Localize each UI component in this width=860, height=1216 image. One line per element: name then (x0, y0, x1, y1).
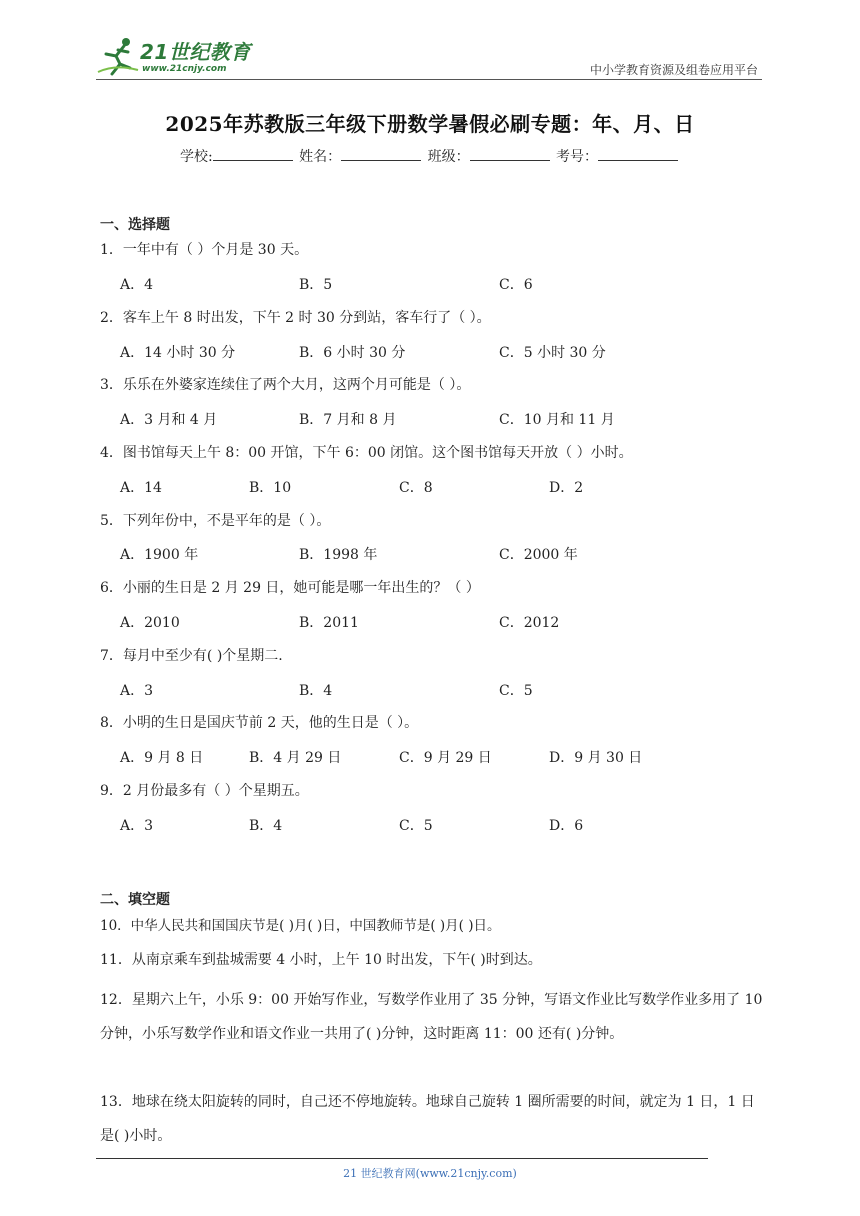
option-a[interactable]: A．3 (120, 683, 154, 699)
option-c[interactable]: C．2000 年 (499, 547, 578, 563)
question-7-options (120, 680, 760, 700)
option-b[interactable]: B．2011 (299, 615, 359, 631)
question-3-options (120, 409, 760, 429)
question-9: 9．2 月份最多有（ ）个星期五。 (100, 783, 309, 799)
option-b[interactable]: B．4 月 29 日 (249, 750, 342, 766)
option-d[interactable]: D．9 月 30 日 (549, 750, 643, 766)
school-label: 学校: (179, 149, 213, 165)
question-6-options (120, 612, 760, 632)
question-12: 12．星期六上午，小乐 9：00 开始写作业，写数学作业用了 35 分钟，写语文作业比写数学作业多用了 10 分钟，小乐写数学作业和语文作业一共用了( )分钟，这时距离 11：00 还有( )分钟。 (100, 992, 763, 1042)
question-8: 8．小明的生日是国庆节前 2 天，他的生日是（ ）。 (100, 715, 419, 731)
option-c[interactable]: C．8 (399, 480, 433, 496)
question-5-options (120, 544, 760, 564)
question-2: 2．客车上午 8 时出发，下午 2 时 30 分到站，客车行了（ ）。 (100, 310, 491, 326)
option-c[interactable]: C．5 小时 30 分 (499, 345, 606, 361)
page-header (96, 34, 762, 80)
name-label: 姓名： (299, 149, 342, 165)
student-info-line (0, 146, 860, 166)
question-8-options (120, 747, 760, 767)
option-a[interactable]: A．3 (120, 818, 154, 834)
question-7: 7．每月中至少有( )个星期二. (100, 648, 283, 664)
runner-logo-icon (96, 34, 140, 78)
option-a[interactable]: A．9 月 8 日 (120, 750, 204, 766)
option-c[interactable]: C．10 月和 11 月 (499, 412, 615, 428)
option-b[interactable]: B．4 (299, 683, 333, 699)
option-c[interactable]: C．6 (499, 277, 533, 293)
option-a[interactable]: A．4 (120, 277, 154, 293)
question-9-options (120, 815, 760, 835)
option-a[interactable]: A．14 (120, 480, 162, 496)
page-footer-link[interactable]: 21 世纪教育网(www.21cnjy.com) (343, 1167, 517, 1180)
option-b[interactable]: B．4 (249, 818, 283, 834)
page-title: 2025年苏教版三年级下册数学暑假必刷专题：年、月、日 (165, 112, 695, 136)
option-a[interactable]: A．2010 (120, 615, 180, 631)
option-c[interactable]: C．5 (399, 818, 433, 834)
question-6: 6．小丽的生日是 2 月 29 日，她可能是哪一年出生的？（ ） (100, 580, 480, 596)
footer-divider (96, 1158, 708, 1159)
name-blank[interactable] (341, 148, 421, 161)
section-title-fill: 二、填空题 (100, 892, 170, 908)
number-label: 考号： (556, 149, 599, 165)
option-b[interactable]: B．5 (299, 277, 333, 293)
question-2-options (120, 342, 760, 362)
option-c[interactable]: C．9 月 29 日 (399, 750, 492, 766)
option-b[interactable]: B．7 月和 8 月 (299, 412, 397, 428)
school-blank[interactable] (213, 148, 293, 161)
question-3: 3．乐乐在外婆家连续住了两个大月，这两个月可能是（ ）。 (100, 377, 471, 393)
site-logo[interactable] (96, 34, 256, 78)
logo-url: www.21cnjy.com (142, 64, 227, 74)
question-4: 4．图书馆每天上午 8：00 开馆，下午 6：00 闭馆。这个图书馆每天开放（ ）小时。 (100, 445, 633, 461)
header-tagline: 中小学教育资源及组卷应用平台 (589, 63, 758, 77)
option-a[interactable]: A．14 小时 30 分 (120, 345, 236, 361)
question-1: 1．一年中有（ ）个月是 30 天。 (100, 242, 309, 258)
option-a[interactable]: A．1900 年 (120, 547, 199, 563)
option-b[interactable]: B．6 小时 30 分 (299, 345, 406, 361)
class-blank[interactable] (470, 148, 550, 161)
option-d[interactable]: D．6 (549, 818, 584, 834)
option-c[interactable]: C．5 (499, 683, 533, 699)
option-a[interactable]: A．3 月和 4 月 (120, 412, 218, 428)
logo-text: 21世纪教育 (140, 40, 251, 64)
header-divider (96, 79, 762, 80)
question-13: 13．地球在绕太阳旋转的同时，自己还不停地旋转。地球自己旋转 1 圈所需要的时间，就定为 1 日，1 日是( )小时。 (100, 1094, 755, 1144)
question-10: 10．中华人民共和国国庆节是( )月( )日，中国教师节是( )月( )日。 (100, 918, 501, 934)
question-5: 5．下列年份中，不是平年的是（ ）。 (100, 513, 331, 529)
option-d[interactable]: D．2 (549, 480, 584, 496)
option-c[interactable]: C．2012 (499, 615, 560, 631)
class-label: 班级： (427, 149, 470, 165)
question-1-options (120, 274, 760, 294)
section-title-choice: 一、选择题 (100, 217, 170, 233)
question-4-options (120, 477, 760, 497)
option-b[interactable]: B．1998 年 (299, 547, 378, 563)
number-blank[interactable] (598, 148, 678, 161)
option-b[interactable]: B．10 (249, 480, 292, 496)
question-11: 11．从南京乘车到盐城需要 4 小时，上午 10 时出发，下午( )时到达。 (100, 952, 542, 968)
